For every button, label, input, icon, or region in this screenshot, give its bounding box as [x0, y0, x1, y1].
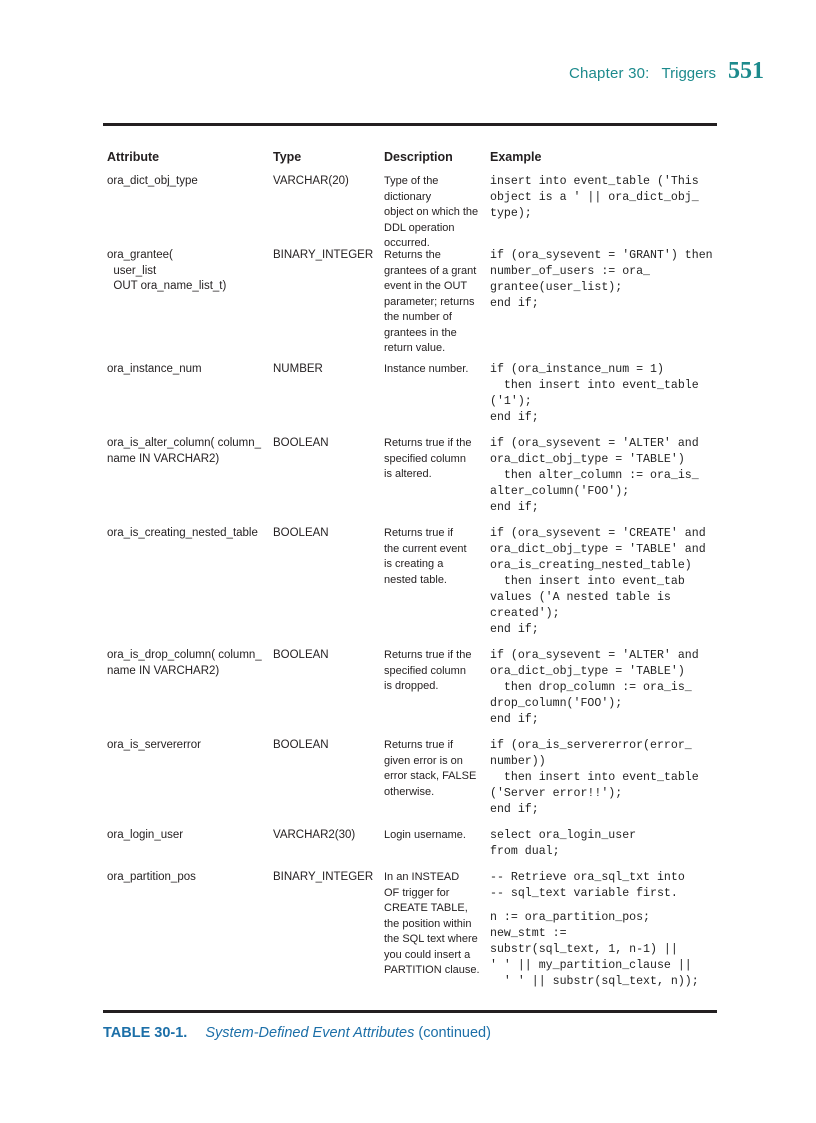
description-cell-line: return value. [384, 342, 446, 354]
table-caption [103, 1025, 491, 1041]
example-code-cell [490, 436, 722, 516]
description-cell-line: parameter; returns [384, 295, 475, 308]
description-cell [384, 648, 487, 695]
description-cell-line: object on which the [384, 206, 479, 218]
code-blank-line [490, 902, 722, 910]
code-line: if (ora_sysevent = 'ALTER' and [490, 649, 699, 662]
description-cell-line: the number of [384, 311, 452, 323]
description-cell-line: the SQL text where [384, 933, 478, 945]
code-line: end if; [490, 297, 539, 310]
description-cell [384, 526, 487, 588]
code-line: object is a ' || ora_dict_obj_ [490, 191, 699, 204]
code-line: select ora_login_user [490, 829, 637, 842]
attribute-cell [107, 738, 267, 754]
example-code-cell [490, 362, 722, 426]
description-cell-line: given error is on [384, 754, 463, 767]
table-top-rule [103, 123, 717, 126]
header-description: Description [384, 150, 453, 164]
page-number: 551 [728, 58, 764, 84]
description-cell-line: the current event [384, 542, 467, 555]
chapter-title: Triggers [661, 65, 716, 82]
description-cell [384, 436, 487, 483]
code-line: number_of_users := ora_ [490, 265, 651, 278]
description-cell-line: you could insert a [384, 948, 471, 961]
code-line: if (ora_sysevent = 'CREATE' and [490, 527, 706, 540]
description-cell-line: event in the OUT [384, 280, 468, 292]
description-cell-line: Instance number. [384, 363, 469, 375]
description-cell-line: error stack, FALSE [384, 770, 477, 782]
attribute-cell [107, 174, 267, 190]
code-line: n := ora_partition_pos; [490, 911, 651, 924]
description-cell [384, 362, 487, 378]
code-line: end if; [490, 501, 539, 514]
attribute-cell-line: ora_is_creating_nested_table [107, 527, 258, 539]
header-example: Example [490, 150, 542, 164]
attribute-cell-line: name IN VARCHAR2) [107, 664, 220, 677]
attribute-cell-line: ora_instance_num [107, 363, 202, 375]
code-line: ('1'); [490, 395, 532, 408]
type-cell: BOOLEAN [273, 649, 329, 661]
code-line: then insert into event_table [490, 771, 699, 784]
code-line: grantee(user_list); [490, 281, 623, 294]
code-line: ora_is_creating_nested_table) [490, 559, 692, 572]
description-cell-line: nested table. [384, 573, 447, 586]
code-line: if (ora_instance_num = 1) [490, 363, 664, 376]
header-attribute: Attribute [107, 150, 160, 164]
description-cell [384, 870, 487, 979]
description-cell-line: Returns true if [384, 739, 454, 751]
code-line: ora_dict_obj_type = 'TABLE') [490, 665, 685, 678]
code-line: created'); [490, 607, 560, 620]
header-type: Type [273, 150, 302, 164]
description-cell-line: is creating a [384, 558, 444, 570]
table-row [107, 738, 717, 828]
description-cell-line: CREATE TABLE, [384, 902, 468, 914]
attribute-cell-line: ora_grantee( [107, 249, 173, 261]
chapter-label: Chapter 30: [568, 65, 650, 82]
table-bottom-rule [103, 1010, 717, 1013]
attribute-cell-line: ora_is_servererror [107, 739, 201, 751]
description-cell-line: specified column [384, 452, 466, 465]
attribute-cell [107, 248, 267, 295]
code-line: ora_dict_obj_type = 'TABLE') [490, 453, 685, 466]
code-line: type); [490, 207, 532, 220]
attribute-cell-line: ora_is_alter_column( column_ [107, 437, 262, 449]
description-cell-line: is dropped. [384, 680, 439, 692]
table-row [107, 436, 717, 526]
description-cell-line: Returns the [384, 249, 441, 261]
code-line: from dual; [490, 845, 560, 858]
table-row [107, 362, 717, 436]
description-cell-line: otherwise. [384, 785, 435, 798]
attribute-cell-line: user_list [107, 264, 157, 277]
caption-label: TABLE 30-1. [103, 1025, 188, 1041]
code-line: -- Retrieve ora_sql_txt into [490, 871, 685, 884]
description-cell-line: Returns true if the [384, 649, 472, 661]
table-row [107, 248, 717, 362]
code-line: end if; [490, 713, 539, 726]
example-code-cell [490, 248, 722, 312]
attribute-cell-line: OUT ora_name_list_t) [107, 280, 227, 292]
code-line: ' ' || substr(sql_text, n)); [490, 975, 699, 988]
description-cell [384, 248, 487, 357]
code-line: number)) [490, 755, 546, 768]
table-row [107, 648, 717, 738]
code-line: drop_column('FOO'); [490, 697, 623, 710]
code-line: then alter_column := ora_is_ [490, 469, 699, 482]
code-line: end if; [490, 803, 539, 816]
description-cell-line: OF trigger for [384, 886, 450, 899]
code-line: end if; [490, 411, 539, 424]
description-cell [384, 738, 487, 800]
description-cell-line: grantees in the [384, 326, 457, 339]
table-row [107, 828, 717, 870]
description-cell-line: Type of the dictionary [384, 175, 439, 203]
caption-suffix: (continued) [418, 1025, 491, 1041]
description-cell [384, 174, 487, 252]
example-code-cell [490, 526, 722, 638]
caption-name: System-Defined Event Attributes [205, 1025, 415, 1041]
type-cell: BOOLEAN [273, 437, 329, 449]
description-cell [384, 828, 487, 844]
table-row [107, 870, 717, 1010]
attribute-cell-line: ora_is_drop_column( column_ [107, 649, 262, 661]
table-row [107, 526, 717, 648]
description-cell-line: is altered. [384, 468, 432, 480]
code-line: if (ora_is_servererror(error_ [490, 739, 692, 752]
example-code-cell [490, 648, 722, 728]
code-line: alter_column('FOO'); [490, 485, 630, 498]
type-cell: NUMBER [273, 363, 323, 375]
description-cell-line: PARTITION clause. [384, 964, 480, 976]
type-cell: VARCHAR(20) [273, 175, 349, 187]
code-line: then insert into event_tab [490, 575, 685, 588]
table-row [107, 174, 717, 248]
description-cell-line: the position within [384, 917, 472, 930]
attribute-cell [107, 648, 267, 679]
attribute-cell [107, 870, 267, 886]
table-header-row [107, 150, 717, 176]
attribute-cell-line: ora_partition_pos [107, 871, 196, 883]
type-cell: BOOLEAN [273, 739, 329, 751]
code-line: substr(sql_text, 1, n-1) || [490, 943, 678, 956]
description-cell-line: DDL operation [384, 221, 455, 234]
description-cell-line: grantees of a grant [384, 264, 477, 277]
description-cell-line: Login username. [384, 829, 466, 841]
code-line: if (ora_sysevent = 'ALTER' and [490, 437, 699, 450]
code-line: ora_dict_obj_type = 'TABLE' and [490, 543, 706, 556]
code-line: new_stmt := [490, 927, 567, 940]
attribute-cell-line: ora_login_user [107, 829, 184, 841]
example-code-cell [490, 738, 722, 818]
code-line: ' ' || my_partition_clause || [490, 959, 692, 972]
example-code-cell [490, 870, 722, 990]
running-head [569, 58, 764, 85]
attribute-cell [107, 362, 267, 378]
attribute-cell [107, 828, 267, 844]
code-line: then drop_column := ora_is_ [490, 681, 692, 694]
type-cell: BOOLEAN [273, 527, 329, 539]
description-cell-line: specified column [384, 664, 466, 677]
description-cell-line: occurred. [384, 237, 430, 249]
type-cell: BINARY_INTEGER [273, 249, 374, 261]
type-cell: BINARY_INTEGER [273, 871, 374, 883]
code-line: values ('A nested table is [490, 591, 671, 604]
example-code-cell [490, 828, 722, 860]
code-line: ('Server error!!'); [490, 787, 623, 800]
attribute-cell-line: ora_dict_obj_type [107, 175, 198, 187]
description-cell-line: Returns true if [384, 527, 454, 539]
description-cell-line: In an INSTEAD [384, 871, 460, 883]
code-line: if (ora_sysevent = 'GRANT') then [490, 249, 713, 262]
code-line: insert into event_table ('This [490, 175, 699, 188]
attribute-cell [107, 526, 267, 542]
event-attributes-table [107, 150, 717, 988]
code-line: end if; [490, 623, 539, 636]
attribute-cell-line: name IN VARCHAR2) [107, 452, 220, 465]
example-code-cell [490, 174, 722, 222]
code-line: -- sql_text variable first. [490, 887, 678, 900]
description-cell-line: Returns true if the [384, 437, 472, 449]
attribute-cell [107, 436, 267, 467]
type-cell: VARCHAR2(30) [273, 829, 356, 841]
code-line: then insert into event_table [490, 379, 699, 392]
